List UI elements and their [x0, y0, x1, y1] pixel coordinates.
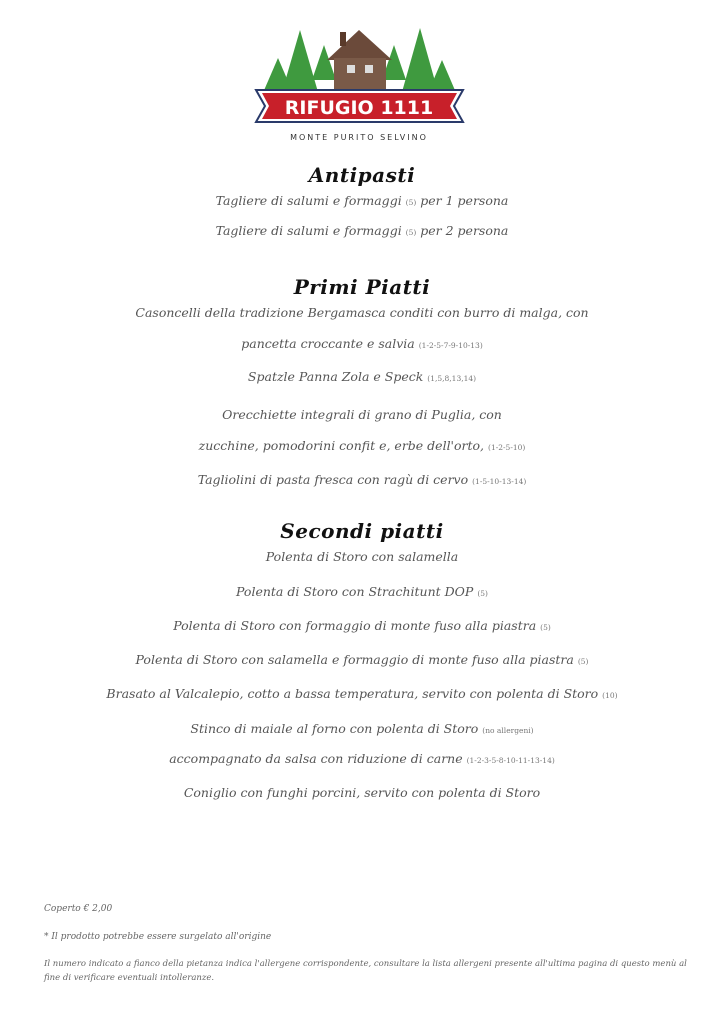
- house-icon: [327, 30, 392, 92]
- allergen-note: Il numero indicato a fianco della pietanza indica l'allergene corrispondente, consultare la lista allergeni presente all'ultima pagina di questo menù al fine di verificare eventuali intolleranze.: [44, 959, 687, 983]
- svg-text:RIFUGIO 1111: RIFUGIO 1111: [284, 97, 434, 119]
- menu-item: Tagliere di salumi e formaggi (5) per 1 persona: [215, 193, 509, 208]
- menu-item: pancetta croccante e salvia (1-2-5-7-9-10-13): [241, 336, 483, 351]
- menu-item: Polenta di Storo con salamella e formaggio di monte fuso alla piastra (5): [135, 652, 589, 667]
- rifugio-logo: [252, 20, 467, 148]
- section-title-antipasti: Antipasti: [308, 163, 416, 187]
- frozen-note: * Il prodotto potrebbe essere surgelato all'origine: [44, 932, 272, 942]
- menu-item: Orecchiette integrali di grano di Puglia, con: [222, 407, 502, 422]
- svg-text:MONTE PURITO SELVINO: MONTE PURITO SELVINO: [290, 133, 428, 142]
- menu-item: Stinco di maiale al forno con polenta di Storo (no allergeni): [190, 721, 534, 736]
- menu-item: Brasato al Valcalepio, cotto a bassa temperatura, servito con polenta di Storo (10): [106, 686, 618, 701]
- menu-item: Polenta di Storo con Strachitunt DOP (5): [236, 584, 488, 599]
- menu-item: Polenta di Storo con formaggio di monte fuso alla piastra (5): [173, 618, 551, 633]
- section-title-secondi: Secondi piatti: [280, 519, 444, 543]
- menu-item: Coniglio con funghi porcini, servito con polenta di Storo: [183, 785, 541, 800]
- menu-item: accompagnato da salsa con riduzione di carne (1-2-3-5-8-10-11-13-14): [169, 751, 555, 766]
- menu-item: Polenta di Storo con salamella: [265, 549, 459, 564]
- menu-item: Tagliere di salumi e formaggi (5) per 2 persona: [215, 223, 509, 238]
- menu-item: Casoncelli della tradizione Bergamasca conditi con burro di malga, con: [135, 305, 589, 320]
- menu-item: zucchine, pomodorini confit e, erbe dell'orto, (1-2-5-10): [198, 438, 526, 453]
- menu-item: Spatzle Panna Zola e Speck (1,5,8,13,14): [247, 369, 477, 384]
- menu-item: Tagliolini di pasta fresca con ragù di cervo (1-5-10-13-14): [197, 472, 527, 487]
- coperto-price: Coperto € 2,00: [44, 904, 113, 914]
- section-title-primi: Primi Piatti: [293, 275, 431, 299]
